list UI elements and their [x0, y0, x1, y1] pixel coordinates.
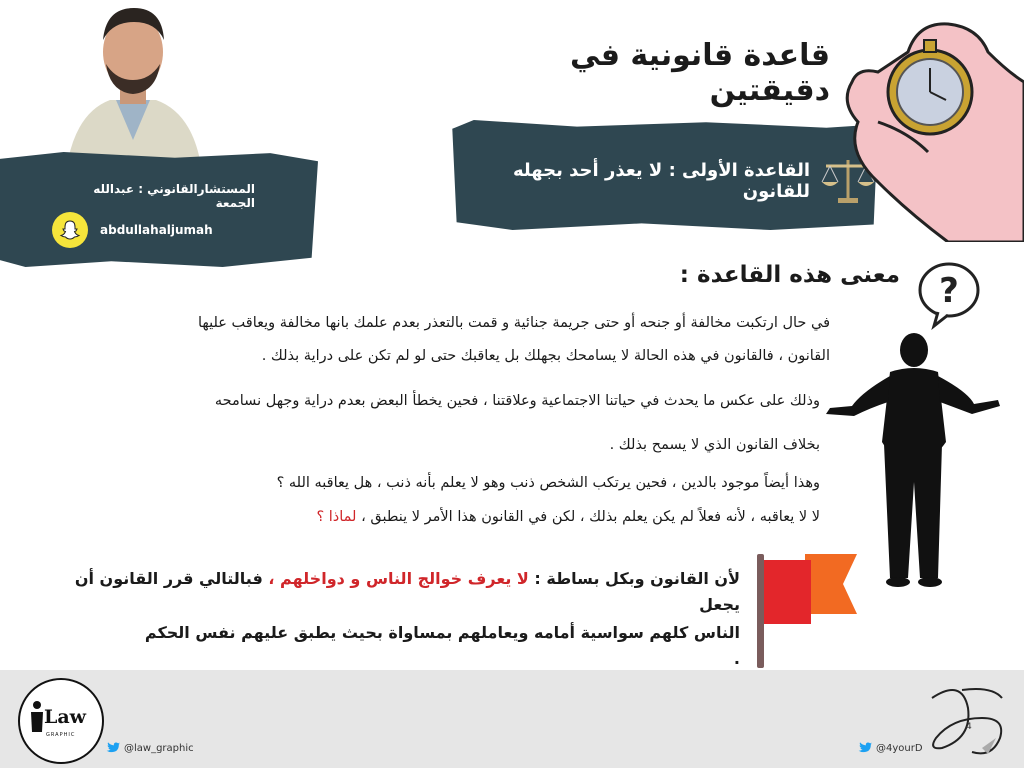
- svg-text:?: ?: [939, 271, 959, 311]
- feather-icon: [982, 738, 996, 754]
- question-bubble-icon: [916, 260, 982, 330]
- twitter-handle-left: @law_graphic: [124, 742, 194, 754]
- law-logo-text: Law: [44, 706, 87, 728]
- twitter-icon: [858, 742, 872, 754]
- meaning-paragraph-4: بخلاف القانون الذي لا يسمح بذلك .: [609, 437, 820, 453]
- twitter-left[interactable]: [106, 742, 194, 754]
- conclusion-line-1-end: فبالتالي قرر القانون أن يجعل: [74, 569, 740, 614]
- twitter-right[interactable]: [858, 742, 923, 754]
- meaning-paragraph-6: [60, 506, 820, 528]
- snapchat-handle: abdullahaljumah: [100, 223, 213, 237]
- conclusion-highlight: لا يعرف خوالج الناس و دواخلهم ،: [268, 569, 529, 588]
- page-number: 4: [966, 722, 972, 732]
- conclusion-line-2: الناس كلهم سواسية أمامه ويعاملهم بمساواة بحيث يطبق عليهم نفس الحكم .: [144, 623, 740, 668]
- consultant-name: المستشارالقانوني : عبدالله الجمعة: [93, 182, 255, 210]
- dj-signature-logo: [922, 678, 1012, 760]
- lawyer-figure-icon: [30, 700, 44, 734]
- red-flag-icon: [755, 550, 865, 670]
- why-question: لماذا ؟: [316, 509, 357, 525]
- meaning-paragraph-5: وهذا أيضاً موجود بالدين ، فحين يرتكب الشخص ذنب وهو لا يعلم بأنه ذنب ، هل يعاقبه الله ؟: [276, 475, 820, 491]
- stopwatch-hand-illustration: [838, 12, 1024, 242]
- meaning-heading: معنى هذه القاعدة :: [679, 262, 900, 288]
- twitter-icon: [106, 742, 120, 754]
- meaning-paragraph-1: في حال ارتكبت مخالفة أو جنحه أو حتى جريمة جنائية و قمت بالتعذر بعدم علمك بانها مخالفة ويعاقب عليها: [197, 315, 830, 331]
- rule-text: القاعدة الأولى : لا يعذر أحد بجهله للقانون: [513, 160, 810, 202]
- twitter-handle-right: @4yourD: [876, 742, 923, 754]
- law-logo-subtext: GRAPHIC: [46, 732, 76, 738]
- conclusion-line-1: [50, 566, 740, 618]
- meaning-paragraph-3: وذلك على عكس ما يحدث في حياتنا الاجتماعية وعلاقتنا ، فحين يخطأ البعض بعدم دراية وجهل نسامحه: [214, 393, 820, 409]
- meaning-paragraph-6-text: لا لا يعاقبه ، لأنه فعلاً لم يكن يعلم بذلك ، لكن في القانون هذا الأمر لا ينطبق ،: [361, 509, 820, 525]
- snapchat-icon: [52, 212, 88, 248]
- page-title: قاعدة قانونية في دقيقتين: [569, 38, 830, 108]
- conclusion-line-1-start: لأن القانون وبكل بساطة :: [534, 569, 740, 588]
- consultant-portrait: [58, 0, 208, 160]
- meaning-paragraph-2: القانون ، فالقانون في هذه الحالة لا يسامحك بجهلك بل يعاقبك حتى لو لم تكن على دراية بذلك .: [261, 348, 830, 364]
